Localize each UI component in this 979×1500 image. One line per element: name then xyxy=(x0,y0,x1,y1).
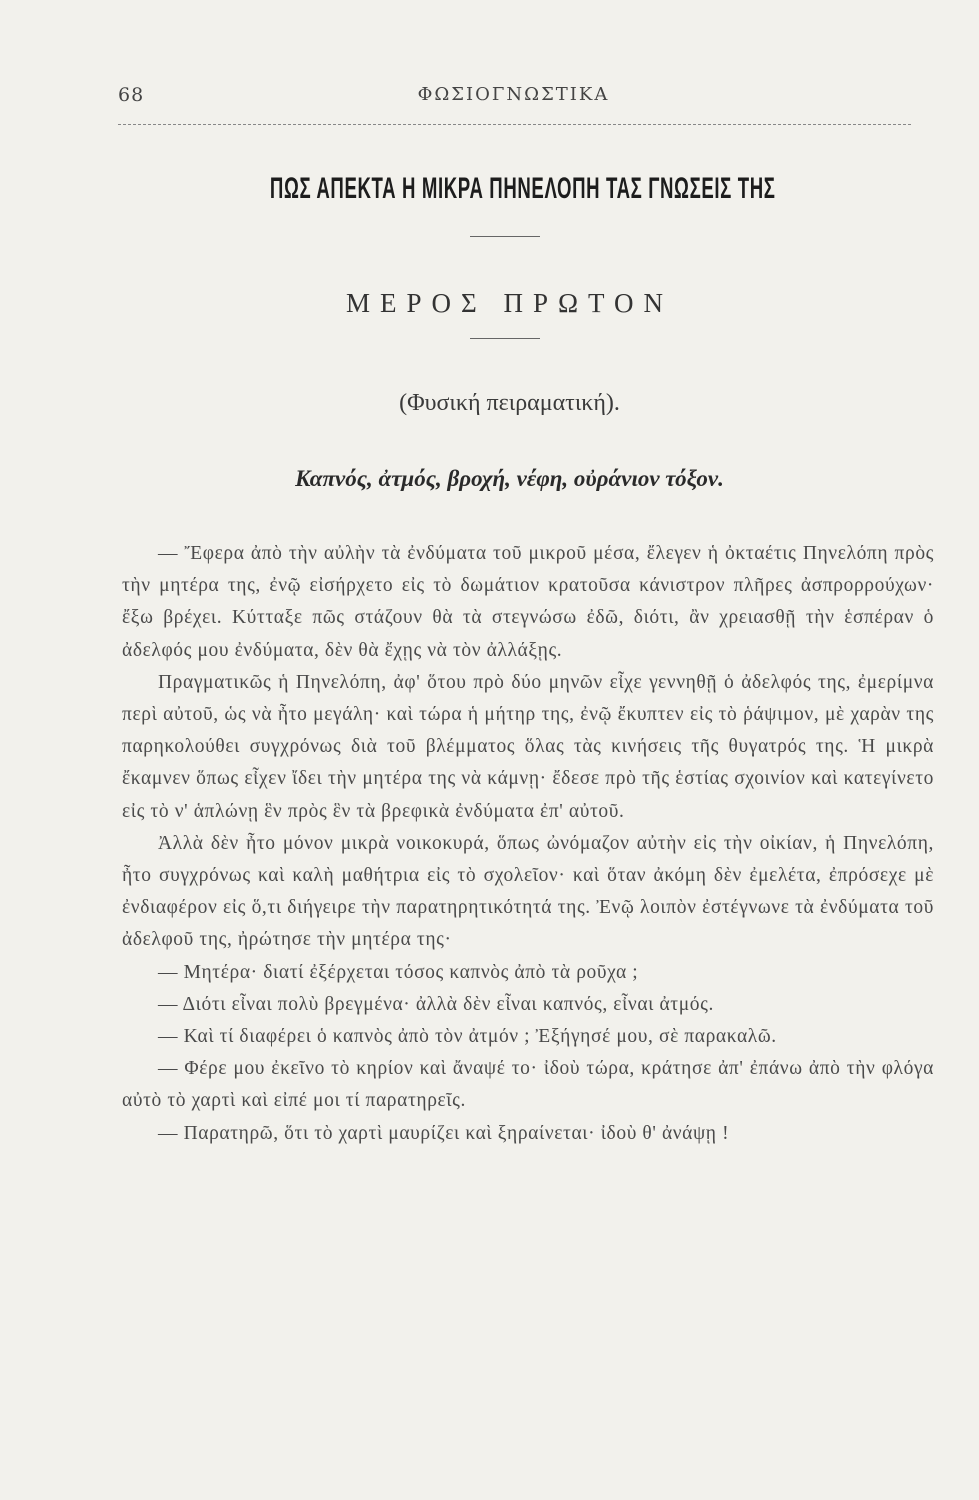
dialog-line: — Μητέρα· διατί ἐξέρχεται τόσος καπνὸς ἀπὸ τὰ ροῦχα ; xyxy=(158,961,639,983)
dialog-line: — Παρατηρῶ, ὅτι τὸ χαρτὶ μαυρίζει καὶ ξηραίνεται· ἰδοὺ θ' ἀνάψῃ ! xyxy=(158,1122,730,1144)
paragraph: — Ἔφερα ἀπὸ τὴν αὐλὴν τὰ ἐνδύματα τοῦ μικροῦ μέσα, ἔλεγεν ἡ ὀκταέτις Πηνελόπη πρὸς τὴν μητέρα της, ἐνῷ εἰσήρχετο εἰς τὸ δωμάτιον κρατοῦσα κάνιστρον πλῆρες ἀσπρορρούχων· ἔξω βρέχει. Κύτταξε πῶς στάζουν θὰ τὰ στεγνώσω ἐδῶ, διότι, ἂν χρειασθῇ τὴν ἑσπέραν ὁ ἀδελφός μου ἐνδύματα, δὲν θὰ ἔχῃς νὰ τὸν ἀλλάξῃς. xyxy=(122,543,934,661)
header-rule xyxy=(118,124,911,125)
running-head: ΦΩΣΙΟΓΝΩΣΤΙΚΑ xyxy=(417,84,610,105)
section-subtitle: (Φυσική πειραματική). xyxy=(399,390,620,416)
section-topics: Καπνός, ἀτμός, βροχή, νέφη, οὐράνιον τόξον. xyxy=(295,466,724,491)
part-title: ΜΕΡΟΣ ΠΡΩΤΟΝ xyxy=(345,288,674,318)
title-divider xyxy=(470,236,540,237)
dialog-line: — Καὶ τί διαφέρει ὁ καπνὸς ἀπὸ τὸν ἀτμόν ; Ἐξήγησέ μου, σὲ παρακαλῶ. xyxy=(158,1026,777,1048)
article-title: ΠΩΣ ΑΠΕΚΤΑ Η ΜΙΚΡΑ ΠΗΝΕΛΟΠΗ ΤΑΣ ΓΝΩΣΕΙΣ ΤΗΣ xyxy=(269,172,776,205)
part-divider xyxy=(470,338,540,339)
dialog-line: — Διότι εἶναι πολὺ βρεγμένα· ἀλλὰ δὲν εἶναι καπνός, εἶναι ἀτμός. xyxy=(158,993,714,1015)
paragraph: Πραγματικῶς ἡ Πηνελόπη, ἀφ' ὅτου πρὸ δύο μηνῶν εἶχε γεννηθῇ ὁ ἀδελφός της, ἐμερίμνα περὶ αὐτοῦ, ὡς νὰ ἦτο μεγάλη· καὶ τώρα ἡ μήτηρ της, ἐνῷ ἔκυπτεν εἰς τὸ ῥάψιμον, μὲ χαρὰν της παρηκολούθει συγχρόνως διὰ τοῦ βλέμματος ὅλας τὰς κινήσεις τῆς θυγατρός της. Ἡ μικρὰ ἔκαμνεν ὅπως εἶχεν ἴδει τὴν μητέρα της νὰ κάμνῃ· ἔδεσε πρὸ τῆς ἑστίας σχοινίον καὶ κατεγίνετο εἰς τὸ ν' ἁπλώνῃ ἓν πρὸς ἓν τὰ βρεφικὰ ἐνδύματα ἐπ' αὐτοῦ. xyxy=(122,671,934,822)
page-header xyxy=(118,84,909,114)
paragraph: Ἀλλὰ δὲν ἦτο μόνον μικρὰ νοικοκυρά, ὅπως ὠνόμαζον αὐτὴν εἰς τὴν οἰκίαν, ἡ Πηνελόπη, ἦτο συγχρόνως καὶ καλὴ μαθήτρια εἰς τὸ σχολεῖον· καὶ ὅταν ἀκόμη δὲν ἐμελέτα, ἐπρόσεχε μὲ ἐνδιαφέρον εἰς ὅ,τι διήγειρε τὴν παρατηρητικότητά της. Ἐνῷ λοιπὸν ἐστέγνωνε τὰ ἐνδύματα τοῦ ἀδελφοῦ της, ἠρώτησε τὴν μητέρα της· xyxy=(122,832,934,951)
page-number: 68 xyxy=(118,84,145,106)
body-text xyxy=(122,538,934,1150)
dialog-line: — Φέρε μου ἐκεῖνο τὸ κηρίον καὶ ἄναψέ το· ἰδοὺ τώρα, κράτησε ἀπ' ἐπάνω ἀπὸ τὴν φλόγα αὐτὸ τὸ χαρτὶ καὶ εἰπέ μοι τί παρατηρεῖς. xyxy=(122,1058,934,1112)
